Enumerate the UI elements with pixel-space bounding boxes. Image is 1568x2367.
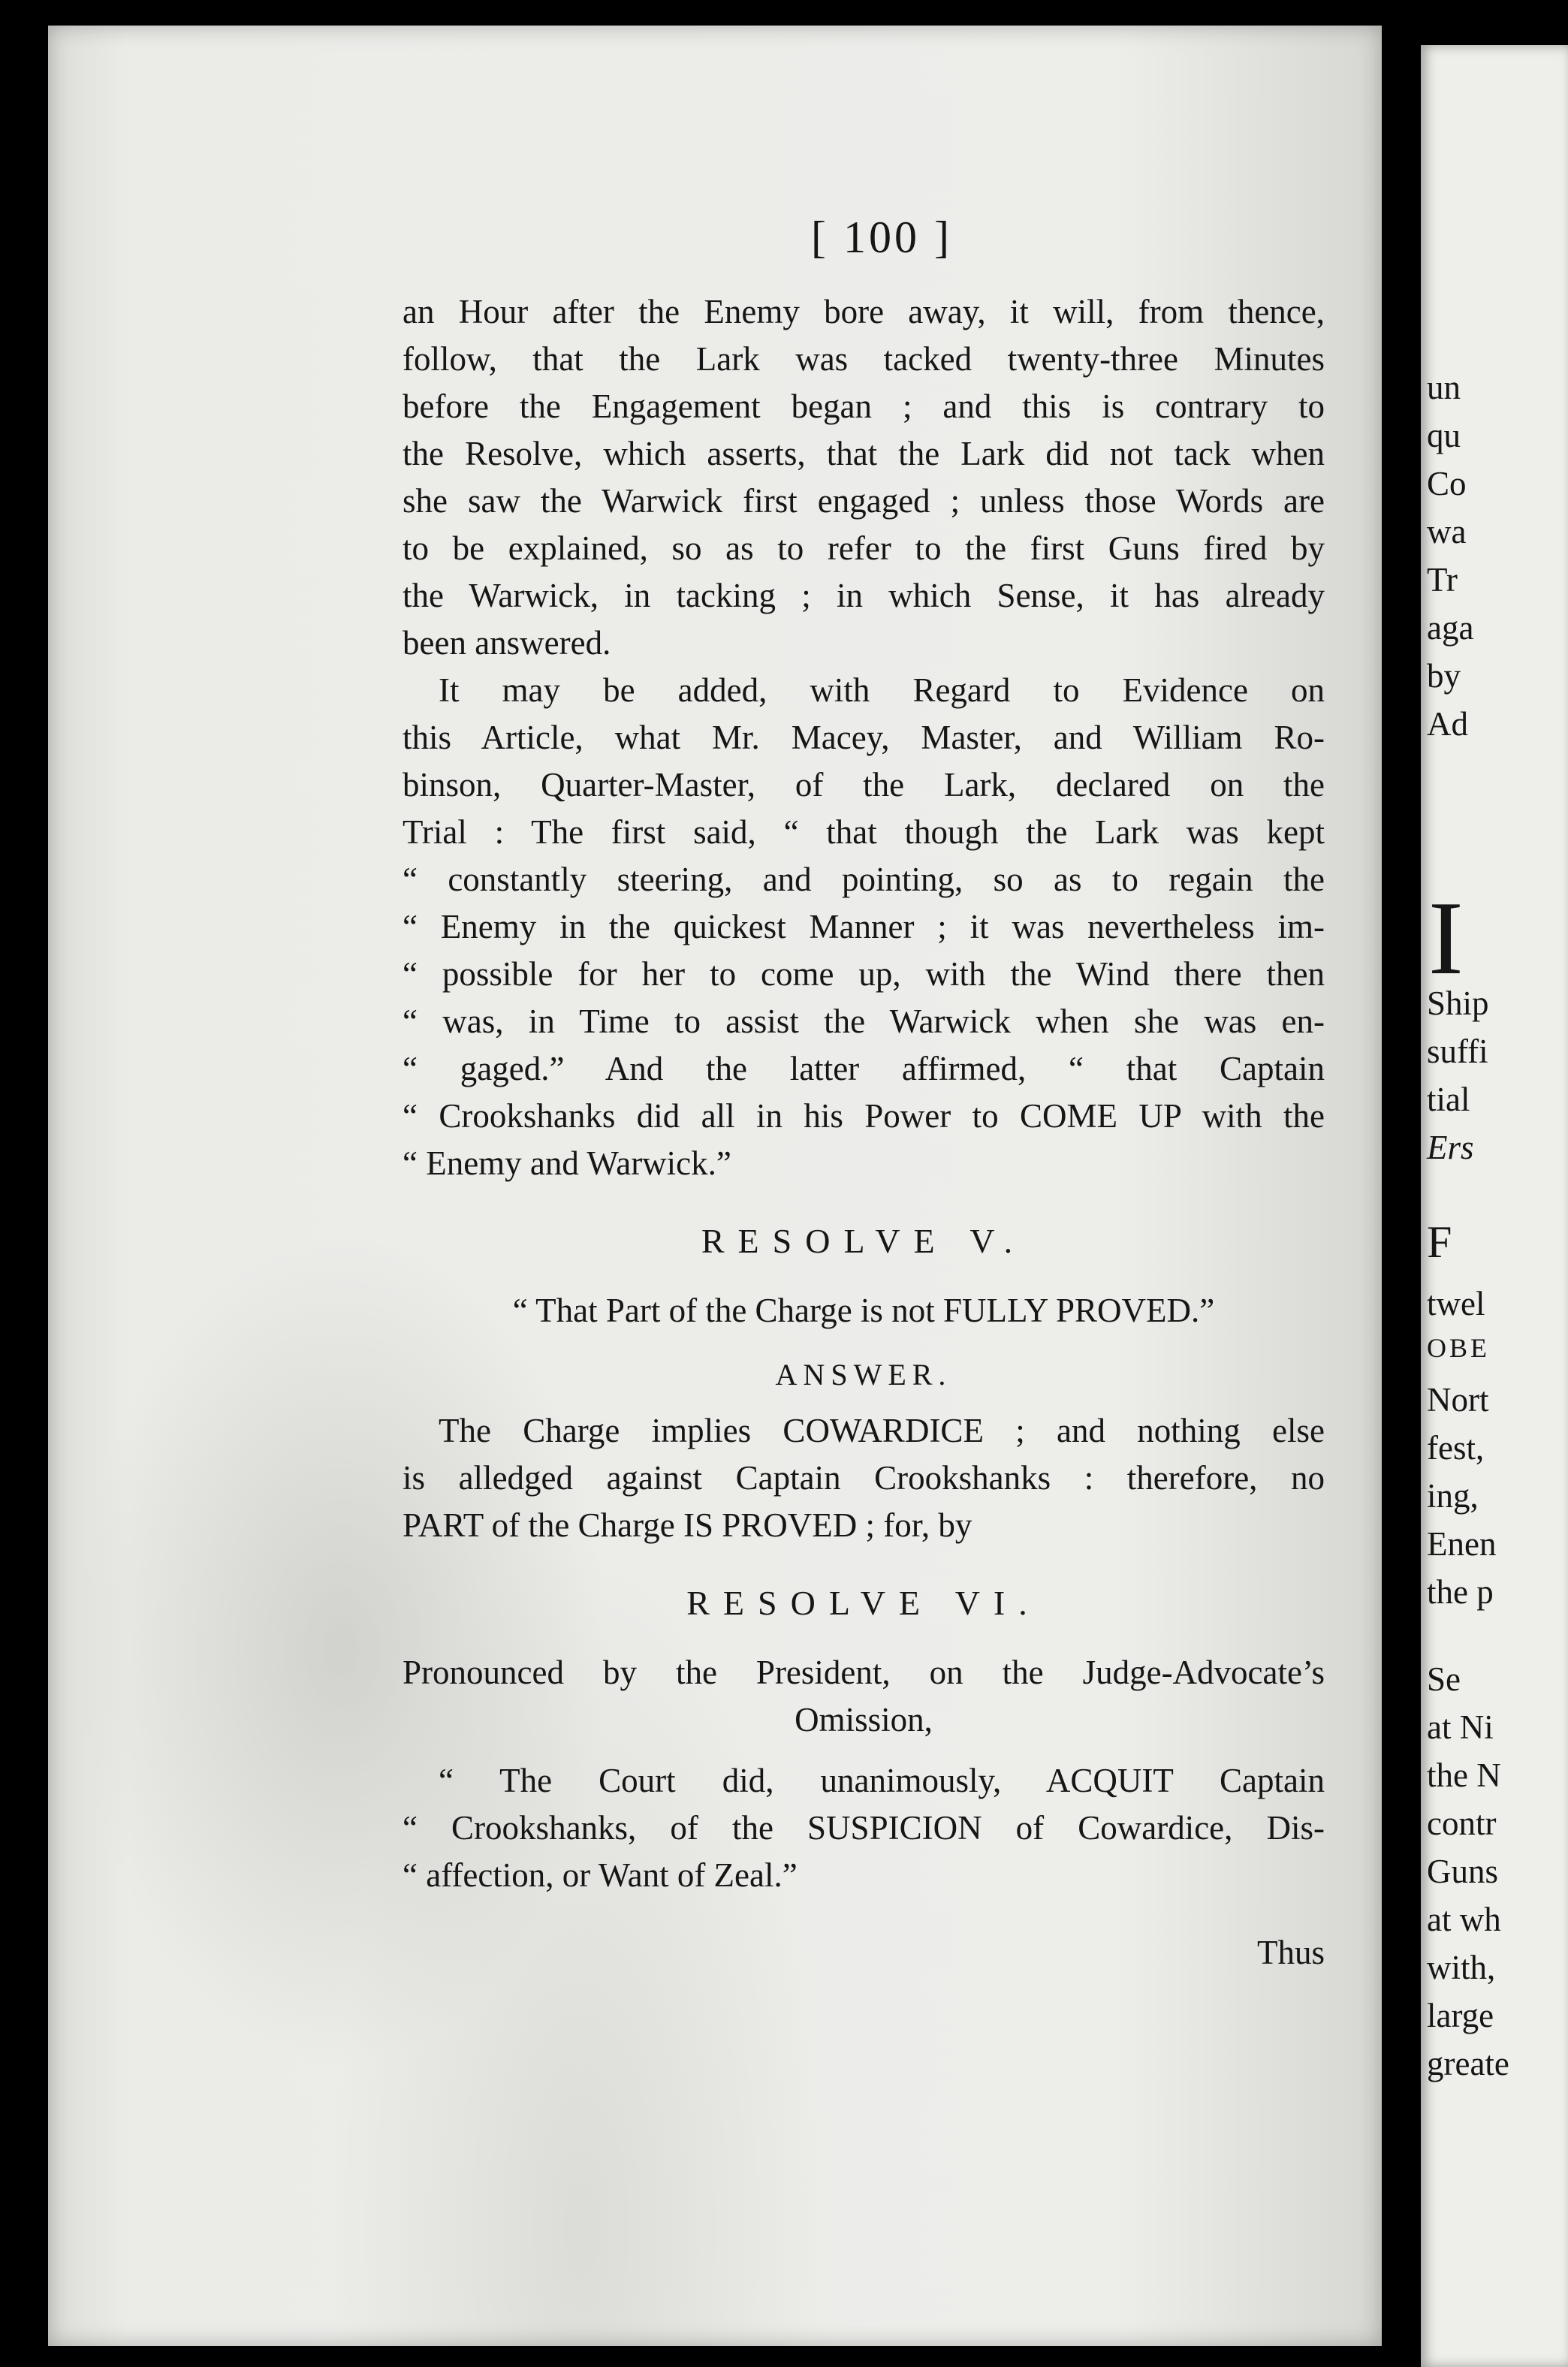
text-line: Pronounced by the President, on the Judge-Advocate’s <box>403 1654 1325 1691</box>
facing-fragment: aga <box>1427 609 1474 647</box>
resolve-5-quote: “ That Part of the Charge is not FULLY PROVED.” <box>512 1292 1215 1329</box>
text-line: is alledged against Captain Crookshanks : therefore, no <box>403 1459 1325 1497</box>
facing-fragment: the N <box>1427 1756 1501 1794</box>
facing-fragment: Ship <box>1427 984 1489 1022</box>
text-line: follow, that the Lark was tacked twenty-three Minutes <box>403 340 1325 378</box>
facing-fragment: greate <box>1427 2045 1509 2082</box>
facing-fragment: Co <box>1427 465 1467 502</box>
facing-fragment: Ad <box>1427 705 1468 743</box>
body-text <box>403 288 1325 1977</box>
resolve-6-quote <box>403 1757 1325 1899</box>
facing-fragment: Ers <box>1427 1129 1474 1166</box>
facing-fragment: at wh <box>1427 1901 1501 1938</box>
catchword: Thus <box>1257 1934 1325 1971</box>
facing-fragment: tial <box>1427 1081 1470 1118</box>
facing-fragment: Nort <box>1427 1381 1489 1419</box>
facing-fragment: large <box>1427 1997 1494 2034</box>
paragraph-2 <box>403 667 1325 1187</box>
text-line: the Resolve, which asserts, that the Lark did not tack when <box>403 435 1325 472</box>
text-line: “ was, in Time to assist the Warwick when she was en- <box>403 1003 1325 1040</box>
text-line: an Hour after the Enemy bore away, it will, from thence, <box>403 293 1325 330</box>
facing-fragment: F <box>1427 1217 1452 1267</box>
page-number: [ 100 ] <box>811 213 952 262</box>
paragraph-3 <box>403 1407 1325 1549</box>
text-line: “ Enemy and Warwick.” <box>403 1144 731 1182</box>
text-line: “ affection, or Want of Zeal.” <box>403 1856 798 1894</box>
facing-page-edge <box>1421 45 1568 2367</box>
text-line: “ possible for her to come up, with the Wind there then <box>403 955 1325 993</box>
facing-fragment: contr <box>1427 1805 1497 1842</box>
facing-fragment: twel <box>1427 1285 1485 1322</box>
facing-fragment: OBE <box>1427 1333 1490 1363</box>
text-line: to be explained, so as to refer to the first Guns fired by <box>403 529 1325 567</box>
facing-fragment: Tr <box>1427 561 1458 599</box>
text-line: The Charge implies COWARDICE ; and nothing else <box>439 1412 1325 1449</box>
book-gutter <box>1382 0 1421 2367</box>
text-line: been answered. <box>403 624 611 662</box>
facing-fragment: at Ni <box>1427 1708 1494 1746</box>
facing-fragment: fest, <box>1427 1429 1485 1467</box>
text-line: “ constantly steering, and pointing, so as to regain the <box>403 861 1325 898</box>
text-line: she saw the Warwick first engaged ; unless those Words are <box>403 482 1325 520</box>
facing-fragment: qu <box>1427 417 1461 454</box>
facing-drop-cap: I <box>1428 880 1464 997</box>
text-line: binson, Quarter-Master, of the Lark, declared on the <box>403 766 1325 804</box>
left-page <box>48 26 1382 2346</box>
facing-fragment: the p <box>1427 1573 1494 1611</box>
spacer <box>403 1744 1325 1757</box>
facing-fragment: wa <box>1427 513 1467 550</box>
text-line: “ Crookshanks, of the SUSPICION of Cowardice, Dis- <box>403 1809 1325 1847</box>
resolve-6-intro <box>403 1649 1325 1744</box>
text-line: “ gaged.” And the latter affirmed, “ that Captain <box>403 1050 1325 1087</box>
facing-fragment: un <box>1427 369 1461 406</box>
resolve-6-heading: RESOLVE VI. <box>686 1584 1041 1622</box>
facing-fragment: Se <box>1427 1660 1461 1698</box>
text-line: the Warwick, in tacking ; in which Sense, it has already <box>403 577 1325 614</box>
text-line: Omission, <box>795 1701 933 1738</box>
facing-fragment: with, <box>1427 1949 1496 1986</box>
text-line: before the Engagement began ; and this is contrary to <box>403 387 1325 425</box>
text-line: Trial : The first said, “ that though the Lark was kept <box>403 813 1325 851</box>
text-line: “ Crookshanks did all in his Power to COME UP with the <box>403 1097 1325 1135</box>
paragraph-1 <box>403 288 1325 667</box>
answer-heading: ANSWER. <box>775 1358 952 1392</box>
text-line: this Article, what Mr. Macey, Master, and William Ro- <box>403 719 1325 756</box>
text-line: “ The Court did, unanimously, ACQUIT Captain <box>439 1762 1325 1799</box>
facing-fragment: by <box>1427 657 1461 695</box>
facing-fragment: Guns <box>1427 1853 1499 1890</box>
facing-fragment: Enen <box>1427 1525 1497 1563</box>
text-line: “ Enemy in the quickest Manner ; it was nevertheless im- <box>403 908 1325 945</box>
text-line: PART of the Charge IS PROVED ; for, by <box>403 1506 972 1544</box>
text-line: It may be added, with Regard to Evidence on <box>439 671 1325 709</box>
facing-fragment: suffi <box>1427 1033 1488 1070</box>
facing-fragment: ing, <box>1427 1477 1479 1515</box>
show-through-line <box>394 1197 401 1229</box>
resolve-5-heading: RESOLVE V. <box>701 1222 1027 1260</box>
